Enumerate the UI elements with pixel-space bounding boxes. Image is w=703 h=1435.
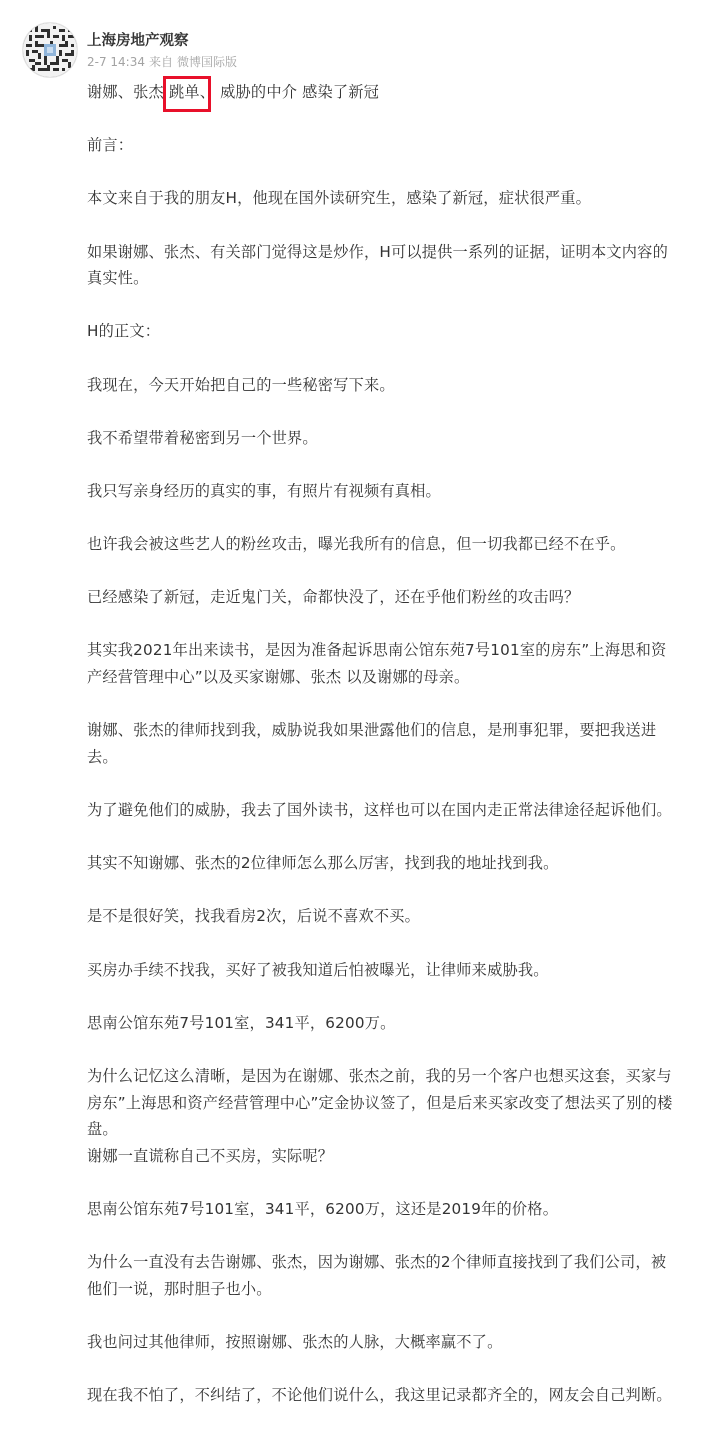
paragraph: 为什么一直没有去告谢娜、张杰，因为谢娜、张杰的2个律师直接找到了我们公司，被他们一说，那时胆子也小。	[87, 1253, 667, 1298]
qr-code-avatar-icon	[23, 23, 77, 77]
author-avatar[interactable]	[22, 22, 78, 78]
post-meta	[87, 54, 241, 70]
paragraph: 我现在，今天开始把自己的一些秘密写下来。	[87, 375, 395, 394]
paragraph: 思南公馆东苑7号101室，341平，6200万，这还是2019年的价格。	[87, 1199, 559, 1218]
paragraph: 本文来自于我的朋友H，他现在国外读研究生，感染了新冠，症状很严重。	[87, 189, 592, 208]
paragraph: 我只写亲身经历的真实的事，有照片有视频有真相。	[87, 481, 441, 500]
post-header	[87, 30, 241, 70]
paragraph: 是不是很好笑，找我看房2次，后说不喜欢不买。	[87, 907, 421, 926]
paragraph: 其实不知谢娜、张杰的2位律师怎么那么厉害，找到我的地址找到我。	[87, 854, 559, 873]
post-title-line: 谢娜、张杰 跳单、 威胁的中介 感染了新冠	[87, 83, 380, 101]
post-source[interactable]: 微博国际版	[177, 55, 238, 69]
paragraph: 现在我不怕了，不纠结了，不论他们说什么，我这里记录都齐全的，网友会自己判断。	[87, 1386, 672, 1405]
paragraph: 我不希望带着秘密到另一个世界。	[87, 428, 318, 447]
paragraph: 已经感染了新冠，走近鬼门关，命都快没了，还在乎他们粉丝的攻击吗？	[87, 588, 580, 607]
paragraph: H的正文：	[87, 322, 161, 341]
paragraph: 其实我2021年出来读书，是因为准备起诉思南公馆东苑7号101室的房东”上海思和资产经营管理中心”以及买家谢娜、张杰 以及谢娜的母亲。	[87, 641, 667, 687]
author-name[interactable]: 上海房地产观察	[87, 33, 189, 49]
post-time[interactable]: 2-7 14:34	[87, 55, 145, 69]
paragraph: 买房办手续不找我，买好了被我知道后怕被曝光，让律师来威胁我。	[87, 960, 549, 979]
paragraph: 谢娜、张杰的律师找到我，威胁说我如果泄露他们的信息，是刑事犯罪，要把我送进去。	[87, 721, 657, 766]
paragraph: 思南公馆东苑7号101室，341平，6200万。	[87, 1013, 396, 1032]
paragraph: 谢娜一直谎称自己不买房，实际呢？	[87, 1146, 334, 1165]
paragraph: 如果谢娜、张杰、有关部门觉得这是炒作，H可以提供一系列的证据，证明本文内容的真实性。	[87, 242, 668, 288]
paragraph: 前言：	[87, 136, 134, 155]
paragraph: 也许我会被这些艺人的粉丝攻击，曝光我所有的信息，但一切我都已经不在乎。	[87, 535, 626, 554]
paragraph: 为了避免他们的威胁，我去了国外读书，这样也可以在国内走正常法律途径起诉他们。	[87, 801, 672, 820]
post-content	[87, 79, 679, 1435]
paragraph: 我也问过其他律师，按照谢娜、张杰的人脉，大概率赢不了。	[87, 1332, 503, 1351]
paragraph: 为什么记忆这么清晰，是因为在谢娜、张杰之前，我的另一个客户也想买这套，买家与房东”上海思和资产经营管理中心”定金协议签了，但是后来买家改变了想法买了别的楼盘。	[87, 1066, 673, 1139]
source-prefix: 来自	[149, 55, 174, 69]
